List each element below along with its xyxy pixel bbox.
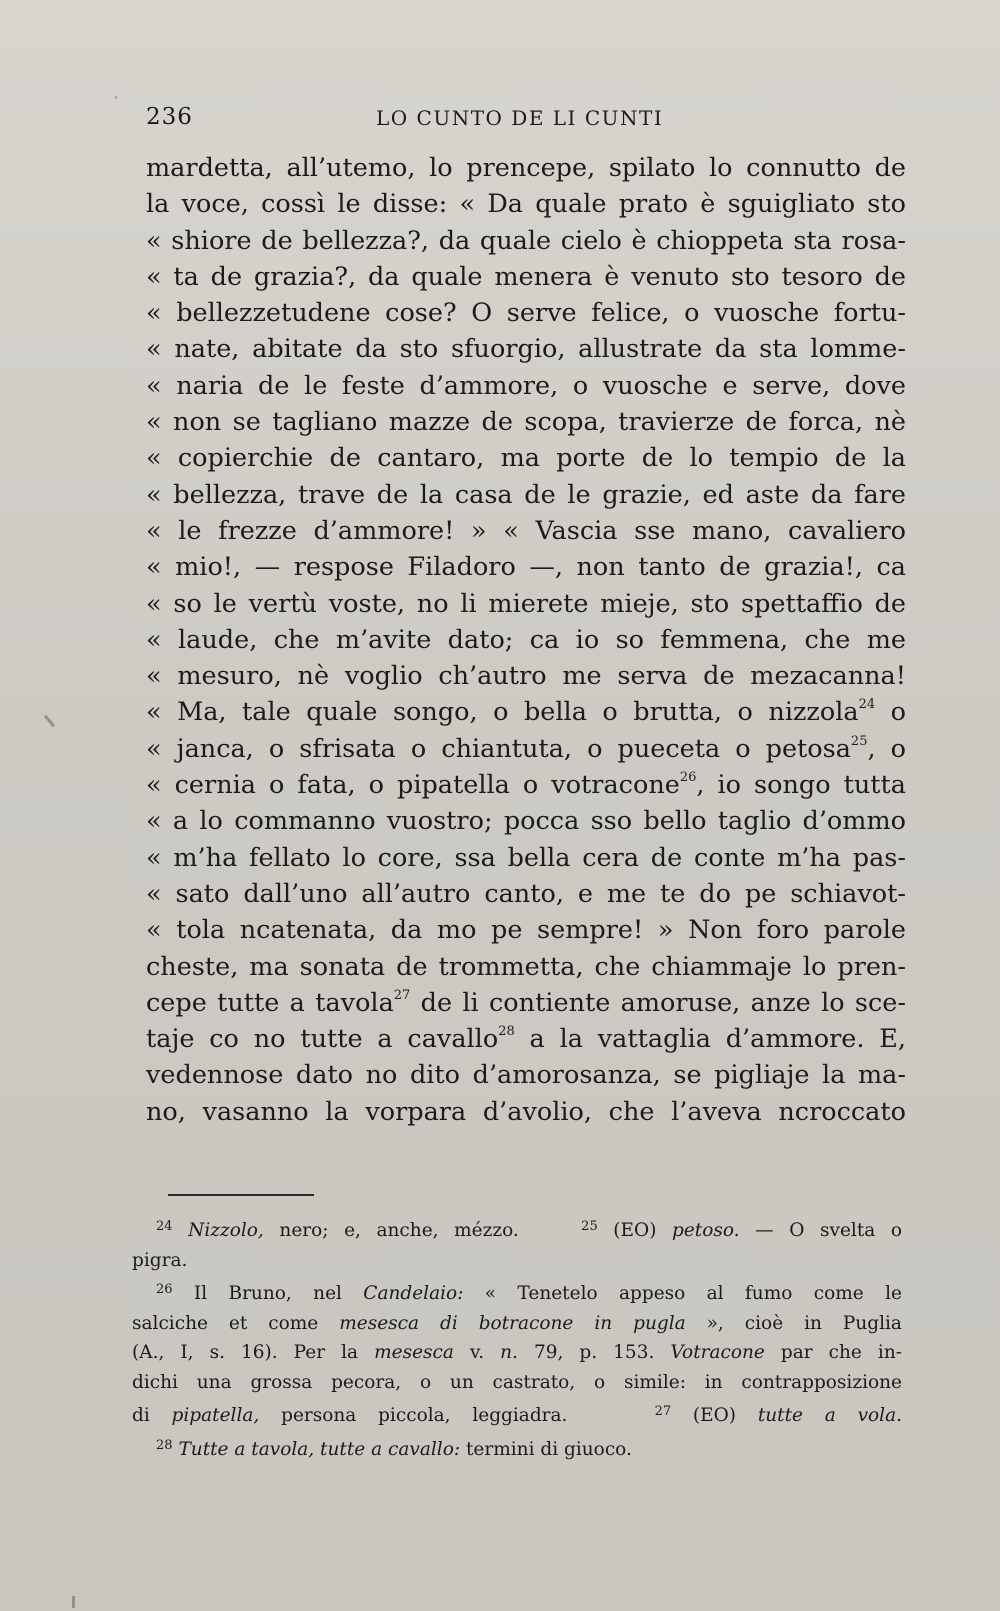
text-line bbox=[146, 767, 906, 803]
text-line: no, vasanno la vorpara d’avolio, che l’aveva ncroccato bbox=[146, 1096, 906, 1127]
text-line: « copierchie de cantaro, ma porte de lo tempio de la bbox=[146, 443, 906, 474]
footnote-text: persona piccola, leggiadra. bbox=[259, 1405, 568, 1426]
text-line: « naria de le feste d’ammore, o vuosche e serve, dove bbox=[146, 370, 906, 401]
text-line bbox=[146, 985, 906, 1021]
footnote-line bbox=[132, 1338, 902, 1368]
page-number: 236 bbox=[146, 104, 193, 130]
paper-mark bbox=[44, 715, 55, 728]
footnote-text: nero; e, anche, mézzo. bbox=[263, 1220, 519, 1241]
footnote-24-25 bbox=[132, 1212, 902, 1246]
text-line: « ta de grazia?, da quale menera è venuto sto tesoro de bbox=[146, 261, 906, 292]
footnote-26 bbox=[132, 1275, 902, 1309]
footnote-ref-25: 25 bbox=[850, 733, 868, 749]
footnote-text: (A., I, s. 16). Per la bbox=[132, 1342, 375, 1363]
footnote-source: (EO) bbox=[597, 1220, 673, 1241]
footnote-28 bbox=[132, 1431, 902, 1465]
text-segment: o bbox=[875, 697, 906, 728]
text-line bbox=[146, 694, 906, 730]
footnote-line bbox=[132, 1309, 902, 1339]
text-line: « shiore de bellezza?, da quale cielo è chioppeta sta rosa- bbox=[146, 225, 906, 256]
paper-mark bbox=[115, 96, 117, 99]
text-line: « le frezze d’ammore! » « Vascia sse mano, cavaliero bbox=[146, 515, 906, 546]
footnote-line: dichi una grossa pecora, o un castrato, o simile: in contrapposizione bbox=[132, 1371, 902, 1393]
footnote-text: », cioè in Puglia bbox=[685, 1312, 902, 1334]
running-title: LO CUNTO DE LI CUNTI bbox=[376, 106, 664, 130]
text-line: vedennose dato no dito d’amorosanza, se pigliaje la ma- bbox=[146, 1060, 906, 1091]
text-segment: cepe tutte a tavola bbox=[146, 987, 394, 1018]
text-segment: « Ma, tale quale songo, o bella o brutta, o nizzola bbox=[146, 697, 859, 728]
footnote-text: salciche et come bbox=[132, 1312, 340, 1334]
text-line: mardetta, all’utemo, lo prencepe, spilato lo connutto de bbox=[146, 153, 906, 183]
footnote-line bbox=[132, 1397, 902, 1431]
text-line bbox=[146, 731, 906, 767]
footnote-ref-28: 28 bbox=[498, 1024, 515, 1040]
footnote-term: petoso. bbox=[672, 1220, 740, 1241]
footnote-ref-24: 24 bbox=[858, 697, 876, 713]
footnote-text: — O svelta o bbox=[739, 1220, 903, 1241]
footnote-number: 26 bbox=[156, 1282, 173, 1297]
footnote-ref-26: 26 bbox=[679, 770, 697, 786]
footnote-number: 24 bbox=[156, 1219, 173, 1234]
text-line: « mesuro, nè voglio ch’autro me serva de mezacanna! bbox=[146, 661, 906, 692]
footnotes bbox=[132, 1212, 902, 1464]
text-line: « so le vertù voste, no li mierete mieje, sto spettaffio de bbox=[146, 588, 906, 619]
footnote-number: 27 bbox=[654, 1404, 672, 1419]
footnote-text: par che in- bbox=[764, 1342, 902, 1363]
text-line: « tola ncatenata, da mo pe sempre! » Non foro parole bbox=[146, 915, 906, 946]
footnote-text: Il Bruno, nel bbox=[172, 1283, 364, 1304]
footnote-quote: mesesca di botracone in pugla bbox=[339, 1312, 686, 1334]
paper-mark bbox=[72, 1596, 75, 1608]
text-line: « nate, abitate da sto sfuorgio, allustrate da sta lomme- bbox=[146, 334, 906, 365]
text-line: « sato dall’uno all’autro canto, e me te do pe schiavot- bbox=[146, 878, 906, 909]
footnote-number: 25 bbox=[581, 1219, 598, 1234]
footnote-number: 28 bbox=[156, 1437, 173, 1453]
footnote-line: pigra. bbox=[132, 1249, 188, 1271]
footnote-term: pipatella, bbox=[171, 1405, 260, 1426]
footnote-term: tutte a vola. bbox=[757, 1405, 902, 1426]
text-line: « laude, che m’avite dato; ca io so femmena, che me bbox=[146, 624, 906, 655]
text-segment: taje co no tutte a cavallo bbox=[146, 1024, 499, 1055]
text-segment: , io songo tutta bbox=[696, 770, 906, 801]
footnote-work: Candelaio: bbox=[363, 1283, 464, 1304]
footnote-ref-27: 27 bbox=[393, 987, 411, 1003]
footnote-term: Votracone bbox=[670, 1342, 765, 1363]
text-line: « bellezza, trave de la casa de le grazie, ed aste da fare bbox=[146, 479, 906, 510]
page-header bbox=[146, 104, 906, 144]
text-line: « a lo commanno vuostro; pocca sso bello taglio d’ommo bbox=[146, 806, 906, 837]
footnote-term: Tutte a tavola, tutte a cavallo: bbox=[178, 1438, 461, 1460]
text-segment: , o bbox=[867, 733, 906, 764]
text-line: cheste, ma sonata de trommetta, che chiammaje lo pren- bbox=[146, 951, 906, 982]
footnote-source: (EO) bbox=[671, 1405, 758, 1426]
text-line: « mio!, — respose Filadoro —, non tanto de grazia!, ca bbox=[146, 552, 906, 583]
footnote-divider bbox=[168, 1194, 314, 1196]
footnote-term: Nizzolo, bbox=[188, 1220, 264, 1241]
text-line: « bellezzetudene cose? O serve felice, o vuosche fortu- bbox=[146, 298, 906, 329]
text-segment: de li contiente amoruse, anze lo sce- bbox=[410, 987, 906, 1018]
text-segment: « janca, o sfrisata o chiantuta, o pueceta o petosa bbox=[146, 733, 851, 764]
footnote-text: di bbox=[132, 1405, 172, 1426]
text-line: « m’ha fellato lo core, ssa bella cera de conte m’ha pas- bbox=[146, 842, 906, 873]
footnote-text: « Tenetelo appeso al fumo come le bbox=[463, 1283, 902, 1304]
text-line bbox=[146, 1021, 906, 1057]
footnote-text: termini di giuoco. bbox=[460, 1438, 632, 1460]
text-line: la voce, cossì le disse: « Da quale prato è sguigliato sto bbox=[146, 189, 906, 220]
footnote-text: v. bbox=[453, 1342, 501, 1363]
footnote-text: 79, p. 153. bbox=[517, 1342, 671, 1363]
text-segment: « cernia o fata, o pipatella o votracone bbox=[146, 770, 680, 801]
text-segment: a la vattaglia d’ammore. E, bbox=[514, 1024, 906, 1055]
text-line: « non se tagliano mazze de scopa, travierze de forca, nè bbox=[146, 407, 906, 438]
footnote-term: mesesca bbox=[374, 1342, 454, 1363]
footnote-abbrev: n. bbox=[500, 1342, 518, 1363]
body-text bbox=[146, 150, 906, 1130]
